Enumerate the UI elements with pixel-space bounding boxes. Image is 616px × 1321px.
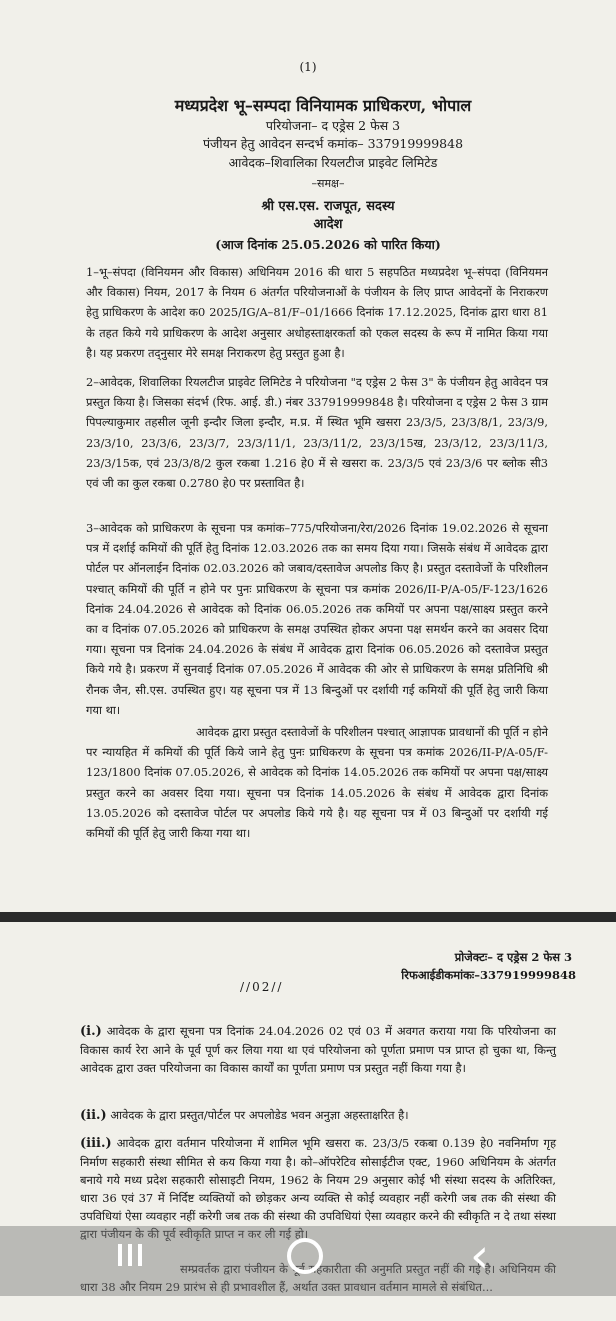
page-number: (1) [299,60,317,74]
item-label: (ii.) [80,1108,107,1123]
authority-title: मध्यप्रदेश भू–सम्पदा विनियामक प्राधिकरण, भोपाल [174,96,472,115]
list-item [80,1106,556,1125]
item-text: सम्प्रवर्तक द्वारा पंजीयन के पूर्व सहकारीता की अनुमति प्रस्तुत नहीं की गई है। अधिनियम की धारा 38 और नियम 29 प्रारंभ से ही प्रभावशील हैं, अर्थात उक्त प्रावधान वर्तमान मामले से संबंधित... [80,1262,556,1294]
item-text: आवेदक के द्वारा प्रस्तुत/पोर्टल पर अपलोडेड भवन अनुज्ञा अहस्ताक्षरित है। [110,1108,409,1122]
item-label: (iii.) [80,1136,112,1151]
registration-reference: पंजीयन हेतु आवेदन सन्दर्भ कमांक– 337919999848 [202,136,464,151]
item-text: आवेदक के द्वारा सूचना पत्र दिनांक 24.04.2026 02 एवं 03 में अवगत कराया गया कि परियोजना का विकास कार्य रेरा आने के पूर्व पूर्ण कर लिया गया था एवं परियोजना को पूर्णता प्रमाण पत्र प्राप्त हो चुका था, किन्तु आवेदक द्वारा उक्त परियोजना का विकास कार्यों का पूर्णता प्रमाण पत्र प्रस्तुत नहीं किया गया है। [80,1024,556,1075]
header-project: प्रोजेक्टः– द एड्रेस 2 फेस 3 [454,950,572,964]
page-number: //02// [240,980,284,994]
order-date: (आज दिनांक 25.05.2026 को पारित किया) [215,237,441,252]
list-item [80,1022,556,1077]
home-icon[interactable] [287,1238,323,1274]
before-line: –समक्ष– [311,177,345,190]
item-text: आवेदक द्वारा वर्तमान परियोजना में शामिल भूमि खसरा क. 23/3/5 रकबा 0.139 हे0 नवनिर्माण गृह निर्माण सहकारी संस्था सीमित से कय किया गया है। को–ऑपरेटिव सोसाईटीज एक्ट, 1960 अधिनियम के अंतर्गत बनाये गये मध्य प्रदेश सहकारी सोसाइटी नियम, 1962 के नियम 29 अनुसार कोई भी संस्था सदस्य के अतिरिक्त, धारा 36 एवं 37 में निर्दिष्ट व्यक्तियों को छोड़कर अन्य व्यक्ति से कोई व्यवहार नहीं करेगी जब तक की संस्था की उपविधियां ऐसा व्यवहार नहीं करेगी जब तक की संस्था की उपविधियां ऐसा व्यवहार करने की स्वीकृति न दे तथा संस्था द्वारा पंजीयन के की पूर्व स्वीकृति प्राप्त न कर ली गई हो। [80,1136,556,1241]
recent-apps-icon[interactable] [118,1244,148,1268]
member-name: श्री एस.एस. राजपूत, सदस्य [261,199,395,214]
back-icon[interactable]: ‹ [470,1228,490,1284]
paragraph-2: 2–आवेदक, शिवालिका रियलटीज प्राइवेट लिमिटेड ने परियोजना "द एड्रेस 2 फेस 3" के पंजीयन हेतु आवेदन पत्र प्रस्तुत किया है। जिसका संदर्भ (रिफ. आई. डी.) नंबर 337919999848 है। परियोजना द एड्रेस 2 फेस 3 ग्राम पिपल्याकुमार तहसील जूनी इन्दौर जिला इन्दौर, म.प्र. में स्थित भूमि खसरा 23/3/5, 23/3/8/1, 23/3/9, 23/3/10, 23/3/6, 23/3/7, 23/3/11/1, 23/3/11/2, 23/3/15ख, 23/3/12, 23/3/11/3, 23/3/15क, एवं 23/3/8/2 कुल रकबा 1.216 हे0 में से खसरा क. 23/3/5 एवं 23/3/6 पर ब्लोक सी3 एवं जी का कुल रकबा 0.2780 हे0 पर प्रस्तावित है। [86,375,548,491]
paragraph-3: 3–आवेदक को प्राधिकरण के सूचना पत्र कमांक–775/परियोजना/रेरा/2026 दिनांक 19.02.2026 से सूचना पत्र में दर्शाई कमियों की पूर्ति हेतु दिनांक 12.03.2026 तक का समय दिया गया। जिसके संबंध में आवेदक द्वारा पोर्टल पर ऑनलाईन दिनांक 02.03.2026 को जबाव/दस्तावेज अपलोड किए है। प्रस्तुत दस्तावेजों के परिशीलन पश्चात् कमियों की पूर्ति न होने पर पुनः प्राधिकरण के सूचना पत्र कमांक 2026/II-P/A-05/F-123/1626 दिनांक 24.04.2026 से आवेदक को दिनांक 06.05.2026 तक कमियों पर अपना पक्ष/साक्ष्य प्रस्तुत करने का व दिनांक 07.05.2026 को प्राधिकरण के समक्ष उपस्थित होकर अपना पक्ष समर्थन करने का अवसर दिया गया। सूचना पत्र दिनांक 24.04.2026 के संबंध में आवेदक द्वारा दिनांक 06.05.2026 को दस्तावेज प्रस्तुत किये गये है। प्रकरण में सुनवाई दिनांक 07.05.2026 में आवेदक की ओर से प्राधिकरण के समक्ष प्रतिनिधि श्री रौनक जैन, सी.एस. उपस्थित हुए। यह सूचना पत्र में 13 बिन्दुओं पर दर्शायी गई कमियों की पूर्ति हेतु जारी किया गया था। [86,521,548,717]
paragraph-1: 1–भू–संपदा (विनियमन और विकास) अधिनियम 2016 की धारा 5 सहपठित मध्यप्रदेश भू–संपदा (विनियमन और विकास) नियम, 2017 के नियम 6 अंतर्गत परियोजनाओं के पंजीयन के लिए प्राप्त आवेदनों के निराकरण हेतु प्राधिकरण के आदेश क0 2025/IG/A–81/F–01/1666 दिनांक 17.12.2025, दिनांक द्वारा धारा 81 के तहत किये गये प्राधिकरण के आदेश अनुसार अधोहस्ताक्षरकर्ता को एकल सदस्य के रूप में नामित किया गया है। यह प्रकरण तद्नुसार मेरे समक्ष निराकरण हेतु प्रस्तुत हुआ है। [86,265,548,360]
order-heading: आदेश [313,217,343,232]
project-line: परियोजना– द एड्रेस 2 फेस 3 [265,118,401,133]
item-label: (i.) [80,1024,102,1039]
header-reference: रिफआईडीकमांकः–337919999848 [401,968,576,982]
paragraph-4: आवेदक द्वारा प्रस्तुत दस्तावेजों के परिशीलन पश्चात् आज्ञापक प्रावधानों की पूर्ति न होने पर न्यायहित में कमियों की पूर्ति किये जाने हेतु पुनः प्राधिकरण के सूचना पत्र कमांक 2026/II-P/A-05/F-123/1800 दिनांक 07.05.2026, से आवेदक को दिनांक 14.05.2026 तक कमियों पर अपना पक्ष/साक्ष्य प्रस्तुत करने का अवसर दिया गया। सूचना पत्र दिनांक 14.05.2026 के संबंध में आवेदक द्वारा दिनांक 13.05.2026 को दस्तावेज पोर्टल पर अपलोड किये गये है। यह सूचना पत्र में 03 बिन्दुओं पर दर्शायी गई कमियों की पूर्ति हेतु जारी किया गया था। [86,725,548,841]
page-gap [0,912,616,922]
applicant-line: आवेदक–शिवालिका रियलटीज प्राइवेट लिमिटेड [228,155,438,170]
